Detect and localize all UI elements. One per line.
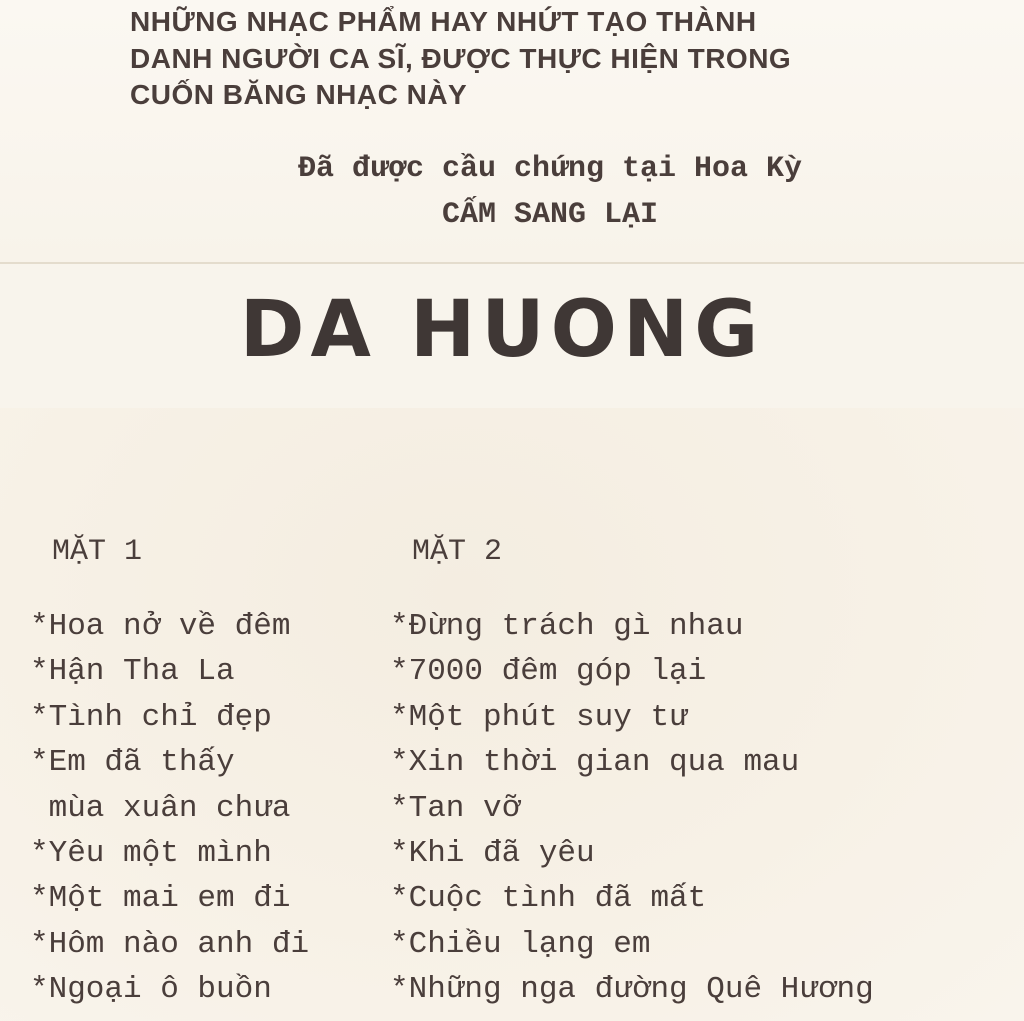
track-item: *Khi đã yêu [390,836,595,872]
track-item: *Những nga đường Quê Hương [390,972,874,1008]
cover-top-panel [0,0,1024,262]
side-2-heading: MẶT 2 [412,535,503,569]
no-copy-notice: CẤM SANG LẠI [441,198,659,232]
track-item-continued: mùa xuân chưa [30,790,291,826]
track-item: *Tình chỉ đẹp [30,699,272,735]
track-item: *Một phút suy tư [390,699,688,735]
headline-line: NHỮNG NHẠC PHẨM HAY NHỨT TẠO THÀNH [130,6,757,37]
track-item: *Tan vỡ [390,790,521,826]
track-item: *Chiều lạng em [390,926,651,962]
track-item: *Cuộc tình đã mất [390,881,707,917]
copyright-notice: Đã được cầu chứng tại Hoa Kỳ [297,152,803,186]
track-item: *Đừng trách gì nhau [390,609,744,644]
side-1-tracklist [30,604,309,1013]
track-item: *Ngoại ô buồn [30,972,272,1008]
track-item: *Yêu một mình [30,836,272,872]
track-item: *Hôm nào anh đi [30,926,310,962]
track-item: *Em đã thấy [30,745,235,781]
track-item: *Một mai em đi [30,881,291,917]
track-item: *Xin thời gian qua mau [390,745,800,781]
promo-headline [130,4,791,114]
headline-line: CUỐN BĂNG NHẠC NÀY [130,79,468,110]
side-1-heading: MẶT 1 [52,535,143,569]
album-title: DA HUONG [239,285,765,375]
track-item: *7000 đêm góp lại [390,654,707,690]
track-item: *Hoa nở về đêm [30,609,291,644]
headline-line: DANH NGƯỜI CA SĨ, ĐƯỢC THỰC HIỆN TRONG [130,42,792,74]
side-2-tracklist [390,604,874,1013]
track-item: *Hận Tha La [30,654,235,690]
